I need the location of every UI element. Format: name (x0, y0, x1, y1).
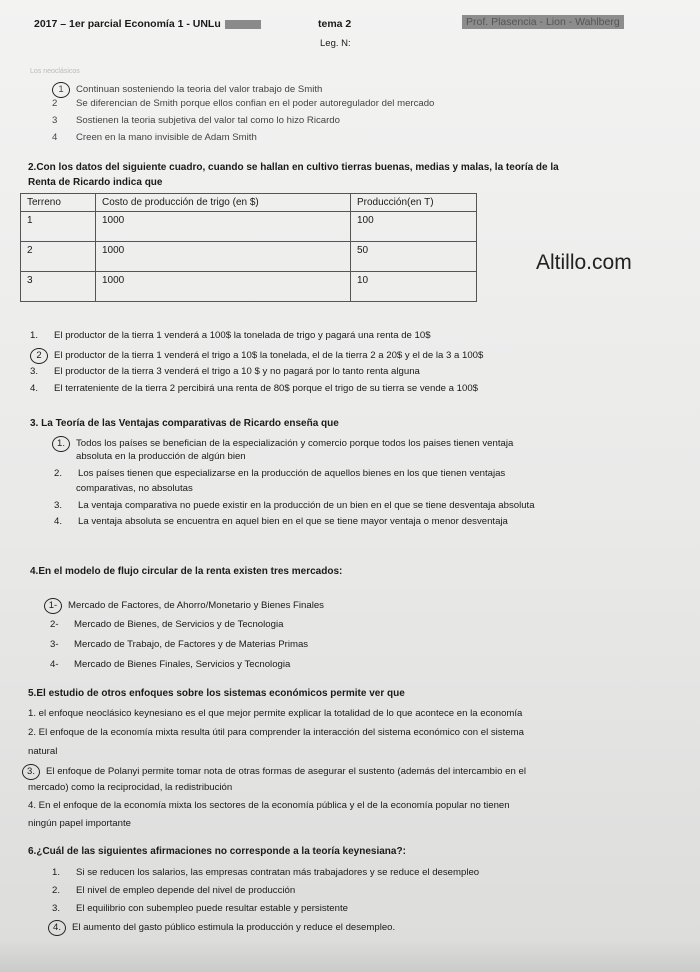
table-cell: 10 (351, 272, 477, 302)
q4-title: 4.En el modelo de flujo circular de la renta existen tres mercados: (30, 566, 343, 577)
table-cell: 50 (351, 242, 477, 272)
q2-option-1: 1. El productor de la tierra 1 venderá a 100$ la tonelada de trigo y pagará una renta de 10$ (30, 330, 431, 341)
table-cell: 1000 (96, 242, 351, 272)
q6-option-1: 1. Si se reducen los salarios, las empresas contratan más trabajadores y se reduce el desempleo (52, 867, 480, 878)
q3-title: 3. La Teoría de las Ventajas comparativas de Ricardo enseña que (30, 418, 339, 429)
q6-option-3: 3. El equilibrio con subempleo puede resultar estable y persistente (52, 903, 348, 914)
legajo-label: Leg. N: (320, 38, 351, 49)
q1-option-1: 1 Continuan sosteniendo la teoria del valor trabajo de Smith (52, 82, 322, 98)
q2-option-4: 4. El terrateniente de la tierra 2 percibirá una renta de 80$ porque el trigo de su tierra se vende a 100$ (30, 383, 478, 394)
q2-option-2: 2 El productor de la tierra 1 venderá el trigo a 10$ la tonelada, el de la tierra 2 a 20$ y el de la 3 a 100$ (30, 348, 483, 364)
table-cell: 1 (21, 212, 96, 242)
q3-option-2: 2. Los países tienen que especializarse en la producción de aquellos bienes en los que tienen ventajas (54, 468, 506, 479)
table-row (21, 242, 477, 272)
q4-option-4: 4- Mercado de Bienes Finales, Servicios y Tecnologia (50, 659, 291, 670)
redaction-blot (225, 20, 261, 29)
q3-option-3: 3. La ventaja comparativa no puede existir en la producción de un bien en el que se tiene desventaja absoluta (54, 500, 535, 511)
q1-option-4: 4 Creen en la mano invisible de Adam Smith (52, 132, 257, 143)
table-header-cell: Producción(en T) (351, 194, 477, 212)
q5-line-4: 4. En el enfoque de la economía mixta los sectores de la economía pública y el de la economía popular no tienen (28, 800, 510, 811)
q6-title: 6.¿Cuál de las siguientes afirmaciones no corresponde a la teoría keynesiana?: (28, 846, 406, 857)
page-shadow (0, 940, 700, 972)
q2-option-3: 3. El productor de la tierra 3 venderá el trigo a 10 $ y no pagará por lo tanto renta alguna (30, 366, 420, 377)
q6-option-4: 4. El aumento del gasto público estimula la producción y reduce el desempleo. (48, 920, 395, 936)
watermark-text: Altillo.com (536, 251, 632, 274)
q3-option-1-cont: absoluta en la producción de algún bien (76, 451, 246, 462)
q3-option-2-cont: comparativas, no absolutas (76, 483, 193, 494)
table-cell: 100 (351, 212, 477, 242)
faint-heading: Los neoclásicos (30, 68, 80, 75)
q5-line-2-cont: natural (28, 746, 58, 757)
q1-option-2: 2 Se diferencian de Smith porque ellos confian en el poder autoregulador del mercado (52, 98, 435, 109)
rent-table (20, 193, 477, 302)
table-cell: 2 (21, 242, 96, 272)
q2-title-line1: 2.Con los datos del siguiente cuadro, cuando se hallan en cultivo tierras buenas, medias y malas, la teoría de la (28, 162, 559, 173)
q4-option-3: 3- Mercado de Trabajo, de Factores y de Materias Primas (50, 639, 309, 650)
q2-title-line2: Renta de Ricardo indica que (28, 177, 163, 188)
q5-line-4-cont: ningún papel importante (28, 818, 131, 829)
table-cell: 1000 (96, 212, 351, 242)
exam-title: 2017 – 1er parcial Economía 1 - UNLu (34, 18, 265, 30)
table-cell: 3 (21, 272, 96, 302)
q5-line-2: 2. El enfoque de la economía mixta resulta útil para comprender la interacción del sistema económico con el sistema (28, 727, 524, 738)
table-header-cell: Terreno (21, 194, 96, 212)
q5-title: 5.El estudio de otros enfoques sobre los sistemas económicos permite ver que (28, 688, 405, 699)
q5-line-3-cont: mercado) como la reciprocidad, la redistribución (28, 782, 233, 793)
q5-line-1: 1. el enfoque neoclásico keynesiano es el que mejor permite explicar la totalidad de lo que acontece en la economía (28, 708, 523, 719)
table-cell: 1000 (96, 272, 351, 302)
q6-option-2: 2. El nivel de empleo depende del nivel de producción (52, 885, 296, 896)
professor-names: Prof. Plasencia - Lion - Wahlberg (462, 15, 624, 29)
q3-option-1: 1. Todos los países se benefician de la especialización y comercio porque todos los paises tienen ventaja (52, 436, 513, 452)
q1-option-3: 3 Sostienen la teoria subjetiva del valor tal como lo hizo Ricardo (52, 115, 340, 126)
table-row (21, 272, 477, 302)
q4-option-2: 2- Mercado de Bienes, de Servicios y de Tecnologia (50, 619, 284, 630)
q5-line-3: 3. El enfoque de Polanyi permite tomar nota de otras formas de asegurar el sustento (además del intercambio en el (22, 764, 526, 780)
table-row (21, 212, 477, 242)
table-header-row (21, 194, 477, 212)
q3-option-4: 4. La ventaja absoluta se encuentra en aquel bien en el que se tiene mayor ventaja o menor desventaja (54, 516, 508, 527)
exam-tema: tema 2 (318, 18, 352, 30)
q4-option-1: 1- Mercado de Factores, de Ahorro/Monetario y Bienes Finales (44, 598, 324, 614)
table-header-cell: Costo de producción de trigo (en $) (96, 194, 351, 212)
